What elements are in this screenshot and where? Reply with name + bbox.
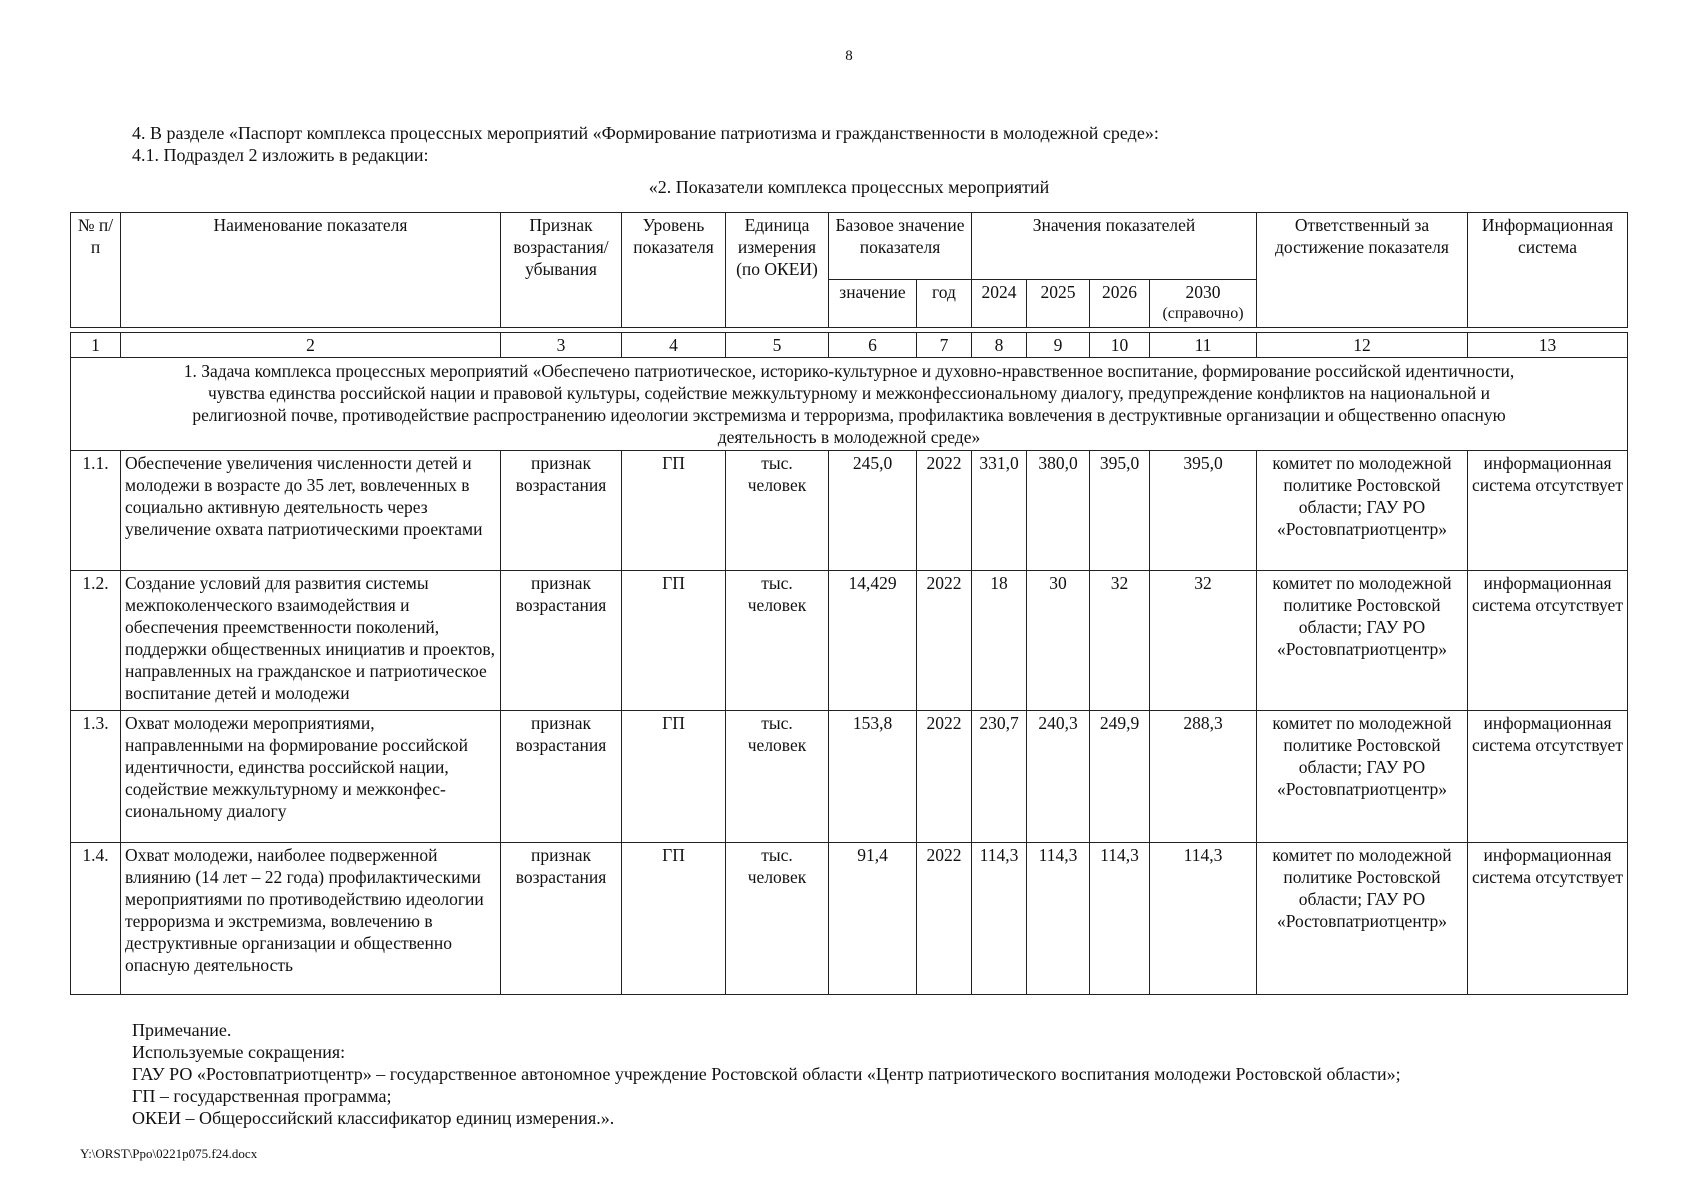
header-year-2030 bbox=[1150, 280, 1257, 328]
note-abbreviations-title: Используемые сокращения: bbox=[132, 1042, 346, 1062]
column-number: 12 bbox=[1257, 333, 1468, 358]
column-number: 1 bbox=[71, 333, 121, 358]
row-indicator-name: Обеспечение увеличения численности детей и молодежи в возрасте до 35 лет, вовлеченных в социально активную деятельность через увеличение охвата патриотическими проектами bbox=[121, 451, 501, 571]
row-base-year: 2022 bbox=[917, 451, 972, 571]
row-unit: тыс. человек bbox=[726, 843, 829, 995]
row-base-value: 91,4 bbox=[829, 843, 917, 995]
row-base-year: 2022 bbox=[917, 571, 972, 711]
column-number: 3 bbox=[501, 333, 622, 358]
header-base-year: год bbox=[917, 280, 972, 328]
row-sign: признак возрастания bbox=[501, 571, 622, 711]
row-level: ГП bbox=[622, 711, 726, 843]
row-base-value: 14,429 bbox=[829, 571, 917, 711]
intro-text bbox=[132, 122, 1159, 166]
column-number: 11 bbox=[1150, 333, 1257, 358]
row-info-system: информационная система отсутствует bbox=[1468, 711, 1628, 843]
row-level: ГП bbox=[622, 571, 726, 711]
row-num: 1.1. bbox=[71, 451, 121, 571]
row-value-2026: 249,9 bbox=[1090, 711, 1150, 843]
row-responsible: комитет по молодежной политике Ростовской области; ГАУ РО «Ростовпатриотцентр» bbox=[1257, 571, 1468, 711]
intro-line-2: 4.1. Подраздел 2 изложить в редакции: bbox=[132, 145, 429, 165]
row-value-2025: 114,3 bbox=[1027, 843, 1090, 995]
row-value-2024: 230,7 bbox=[972, 711, 1027, 843]
row-value-2026: 32 bbox=[1090, 571, 1150, 711]
row-base-year: 2022 bbox=[917, 843, 972, 995]
header-sign: Признак возрастания/ убывания bbox=[501, 213, 622, 328]
table-row bbox=[71, 711, 1628, 843]
table-title: «2. Показатели комплекса процессных мероприятий bbox=[648, 177, 1050, 197]
row-indicator-name: Создание условий для развития системы межпоколенческого взаимодействия и обеспечения преемственности поколений, поддержки общественных инициатив и проектов, направленных на гражданское и патриотическое воспитание детей и молодежи bbox=[121, 571, 501, 711]
header-base-value: значение bbox=[829, 280, 917, 328]
page-number: 8 bbox=[845, 48, 853, 64]
row-indicator-name: Охват молодежи, наиболее подверженной влиянию (14 лет – 22 года) профилактическими мероприятиями по противодействию идеологии терроризма и экстремизма, вовлечению в деструктивные организации и общественно опасную деятельность bbox=[121, 843, 501, 995]
note-heading: Примечание. bbox=[132, 1020, 232, 1040]
header-year-2030-label: 2030 bbox=[1185, 282, 1221, 303]
row-unit: тыс. человек bbox=[726, 571, 829, 711]
header-year-2024: 2024 bbox=[972, 280, 1027, 328]
task-title: 1. Задача комплекса процессных мероприятий «Обеспечено патриотическое, историко-культурное и духовно-нравственное воспитание, формирование российской идентичности, чувства единства российской нации и правовой культуры, содействие межкультурному и межконфессиональному диалогу, предупреждение конфликтов на национальной и религиозной почве, противодействие распространению идеологии экстремизма и терроризма, профилактика вовлечения в деструктивные организации и общественно опасную деятельность в молодежной среде» bbox=[71, 358, 1628, 451]
row-responsible: комитет по молодежной политике Ростовской области; ГАУ РО «Ростовпатриотцентр» bbox=[1257, 711, 1468, 843]
column-number: 13 bbox=[1468, 333, 1628, 358]
header-name: Наименование показателя bbox=[121, 213, 501, 328]
row-value-2025: 380,0 bbox=[1027, 451, 1090, 571]
row-base-value: 245,0 bbox=[829, 451, 917, 571]
column-number-row bbox=[71, 333, 1628, 358]
indicators-table-body bbox=[70, 332, 1628, 995]
row-value-2025: 30 bbox=[1027, 571, 1090, 711]
row-responsible: комитет по молодежной политике Ростовской области; ГАУ РО «Ростовпатриотцентр» bbox=[1257, 451, 1468, 571]
header-year-2030-note: (справочно) bbox=[1162, 305, 1244, 323]
row-value-2030: 288,3 bbox=[1150, 711, 1257, 843]
row-value-2030: 114,3 bbox=[1150, 843, 1257, 995]
table-row bbox=[71, 451, 1628, 571]
row-num: 1.2. bbox=[71, 571, 121, 711]
row-info-system: информационная система отсутствует bbox=[1468, 451, 1628, 571]
indicators-table-header bbox=[70, 212, 1628, 328]
footer-file-path: Y:\ORST\Ppo\0221p075.f24.docx bbox=[80, 1146, 258, 1161]
column-number: 9 bbox=[1027, 333, 1090, 358]
header-info-system: Информационная система bbox=[1468, 213, 1628, 328]
column-number: 2 bbox=[121, 333, 501, 358]
header-responsible: Ответственный за достижение показателя bbox=[1257, 213, 1468, 328]
column-number: 5 bbox=[726, 333, 829, 358]
header-base: Базовое значение показателя bbox=[829, 213, 972, 280]
column-number: 7 bbox=[917, 333, 972, 358]
column-number: 6 bbox=[829, 333, 917, 358]
table-row bbox=[71, 843, 1628, 995]
row-indicator-name: Охват молодежи мероприятиями, направленными на формирование российской идентичности, единства российской нации, содействие межкультурному и межконфес-сиональному диалогу bbox=[121, 711, 501, 843]
row-num: 1.4. bbox=[71, 843, 121, 995]
row-value-2025: 240,3 bbox=[1027, 711, 1090, 843]
header-level: Уровень показателя bbox=[622, 213, 726, 328]
row-value-2030: 32 bbox=[1150, 571, 1257, 711]
row-unit: тыс. человек bbox=[726, 451, 829, 571]
header-year-2025: 2025 bbox=[1027, 280, 1090, 328]
row-base-year: 2022 bbox=[917, 711, 972, 843]
task-row bbox=[71, 358, 1628, 451]
column-number: 10 bbox=[1090, 333, 1150, 358]
row-value-2024: 114,3 bbox=[972, 843, 1027, 995]
row-value-2026: 114,3 bbox=[1090, 843, 1150, 995]
notes-section bbox=[132, 1019, 1401, 1129]
row-unit: тыс. человек bbox=[726, 711, 829, 843]
column-number: 4 bbox=[622, 333, 726, 358]
header-values: Значения показателей bbox=[972, 213, 1257, 280]
note-abbreviation: ОКЕИ – Общероссийский классификатор единиц измерения.». bbox=[132, 1108, 615, 1128]
header-year-2026: 2026 bbox=[1090, 280, 1150, 328]
row-responsible: комитет по молодежной политике Ростовской области; ГАУ РО «Ростовпатриотцентр» bbox=[1257, 843, 1468, 995]
row-value-2024: 331,0 bbox=[972, 451, 1027, 571]
row-value-2026: 395,0 bbox=[1090, 451, 1150, 571]
row-base-value: 153,8 bbox=[829, 711, 917, 843]
row-level: ГП bbox=[622, 451, 726, 571]
intro-line-1: 4. В разделе «Паспорт комплекса процессных мероприятий «Формирование патриотизма и гражданственности в молодежной среде»: bbox=[132, 123, 1159, 143]
note-abbreviation: ГП – государственная программа; bbox=[132, 1086, 392, 1106]
row-sign: признак возрастания bbox=[501, 843, 622, 995]
row-info-system: информационная система отсутствует bbox=[1468, 843, 1628, 995]
row-sign: признак возрастания bbox=[501, 711, 622, 843]
note-abbreviation: ГАУ РО «Ростовпатриотцентр» – государственное автономное учреждение Ростовской области «Центр патриотического воспитания молодежи Ростовской области»; bbox=[132, 1064, 1401, 1084]
row-level: ГП bbox=[622, 843, 726, 995]
row-value-2030: 395,0 bbox=[1150, 451, 1257, 571]
row-num: 1.3. bbox=[71, 711, 121, 843]
column-number: 8 bbox=[972, 333, 1027, 358]
row-info-system: информационная система отсутствует bbox=[1468, 571, 1628, 711]
header-unit: Единица измерения (по ОКЕИ) bbox=[726, 213, 829, 328]
row-sign: признак возрастания bbox=[501, 451, 622, 571]
row-value-2024: 18 bbox=[972, 571, 1027, 711]
header-num: № п/п bbox=[71, 213, 121, 328]
table-row bbox=[71, 571, 1628, 711]
